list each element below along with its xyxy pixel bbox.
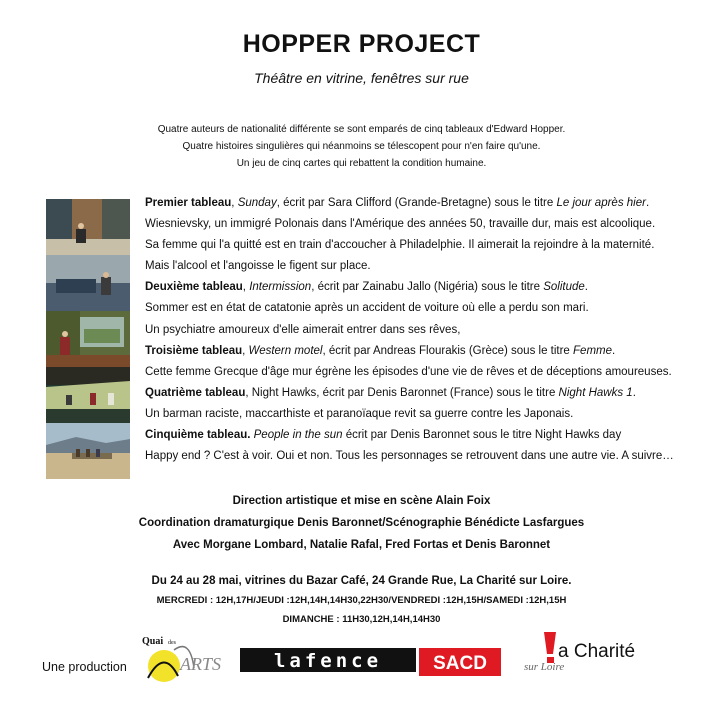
tableau-heading: Quatrième tableau, Night Hawks, écrit par Denis Baronnet (France) sous le titre Night Hawks 1. <box>145 386 636 399</box>
credit-line: Avec Morgane Lombard, Natalie Rafal, Fred Fortas et Denis Baronnet <box>172 539 551 551</box>
tableau-heading: Troisième tableau, Western motel, écrit par Andreas Flourakis (Grèce) sous le titre Femme. <box>145 344 616 357</box>
tableau-description: Happy end ? C'est à voir. Oui et non. Tous les personnages se retrouvent dans une autre vie. A suivre… <box>145 450 674 463</box>
logo-text-sacd: SACD <box>433 653 487 674</box>
intro-line: Quatre auteurs de nationalité différente se sont emparés de cinq tableaux d'Edward Hopper. <box>157 124 566 135</box>
tableau-author: , écrit par Denis Baronnet (France) sous le titre <box>316 386 559 399</box>
tableau-end: . <box>632 386 636 399</box>
tableau-description: Cette femme Grecque d'âge mur égrène les épisodes d'une vie de rêves et de déceptions amoureuses. <box>145 365 672 378</box>
play-title: Femme <box>573 344 613 357</box>
tableau-description: Mais l'alcool et l'angoisse le figent sur place. <box>145 260 371 273</box>
play-title: day <box>602 429 622 442</box>
tableau-description: Un barman raciste, maccarthiste et paranoïaque revit sa guerre contre les Japonais. <box>145 407 574 420</box>
dates-block <box>0 572 723 629</box>
play-title: Le jour après hier <box>556 197 646 209</box>
logo-text-lafence: lafence <box>273 650 383 672</box>
intro-line: Quatre histoires singulières qui néanmoins se télescopent pour n'en faire qu'une. <box>182 141 541 152</box>
tableau-heading: Deuxième tableau, Intermission, écrit par Zainabu Jallo (Nigéria) sous le titre Solitude. <box>145 281 588 294</box>
painting-name: People in the sun <box>253 429 343 442</box>
tableau-label: Quatrième tableau <box>145 386 246 399</box>
dates-schedule: DIMANCHE : 11H30,12H,14H,14H30 <box>282 614 441 625</box>
tableau-label: Premier tableau <box>145 197 232 209</box>
painting-name: Western motel <box>248 344 323 357</box>
lafence-logo <box>240 648 416 672</box>
tableau-author: , écrit par Zainabu Jallo (Nigéria) sous le titre <box>311 281 544 294</box>
painting-people-in-the-sun-image <box>46 423 130 479</box>
page-title: HOPPER PROJECT <box>242 30 481 58</box>
tableau-description: Sa femme qui l'a quitté est en train d'accoucher à Philadelphie. Il aimerait la rejoindre à la maternité. <box>145 239 655 252</box>
logo-text-charite: a Charité <box>558 641 636 662</box>
painting-name: Sunday <box>237 197 277 209</box>
tableau-author: écrit par Denis Baronnet sous le titre Night Hawks <box>342 429 603 442</box>
painting-sunday-image <box>46 199 130 255</box>
dates-schedule: MERCREDI : 12H,17H/JEUDI :12H,14H,14H30,22H30/VENDREDI :12H,15H/SAMEDI :12H,15H <box>156 595 567 606</box>
logo-text-sur-loire: sur Loire <box>524 661 565 673</box>
tableau-label: Troisième tableau <box>145 344 243 357</box>
page-subtitle: Théâtre en vitrine, fenêtres sur rue <box>254 70 469 86</box>
tableau-label: Deuxième tableau <box>145 281 243 294</box>
dates-main: Du 24 au 28 mai, vitrines du Bazar Café, 24 Grande Rue, La Charité sur Loire. <box>151 575 572 587</box>
tableaux-list <box>145 193 715 467</box>
painting-intermission-image <box>46 255 130 311</box>
tableau-heading <box>145 425 715 446</box>
tableau-description: Sommer est en état de catatonie après un accident de voiture où elle a perdu son mari. <box>145 302 589 315</box>
credit-line: Coordination dramaturgique Denis Baronnet/Scénographie Bénédicte Lasfargues <box>138 517 585 529</box>
tableau-description: Wiesnievsky, un immigré Polonais dans l'Amérique des années 50, travaille dur, mais est alcoolique. <box>145 218 656 231</box>
logo-text-des: des <box>168 640 176 646</box>
play-title: Night Hawks 1 <box>558 386 633 399</box>
la-charite-logo <box>522 626 682 678</box>
tableau-end: . <box>612 344 616 357</box>
tableau-author: , écrit par Sara Clifford (Grande-Bretagne) sous le titre <box>276 197 557 209</box>
tableau-label: Cinquième tableau. <box>145 429 251 442</box>
tableau-heading: Premier tableau, Sunday, écrit par Sara Clifford (Grande-Bretagne) sous le titre Le jour après hier. <box>145 197 650 209</box>
credits-block <box>0 490 723 556</box>
quai-des-arts-logo <box>134 628 224 688</box>
sacd-logo <box>419 648 501 676</box>
painting-western-motel-image <box>46 311 130 367</box>
painting-night-hawks-image <box>46 367 130 423</box>
credit-line: Direction artistique et mise en scène Alain Foix <box>232 495 491 507</box>
logo-text-quai: Quai <box>142 636 164 647</box>
intro-line: Un jeu de cinq cartes qui rebattent la condition humaine. <box>236 158 487 169</box>
painting-name: Night Hawks <box>251 386 317 399</box>
tableau-end: . <box>584 281 588 294</box>
intro-text <box>0 121 723 172</box>
play-title: Solitude <box>543 281 585 294</box>
production-label: Une production <box>42 660 127 674</box>
tableau-author: , écrit par Andreas Flourakis (Grèce) sous le titre <box>322 344 574 357</box>
painting-name: Intermission <box>249 281 312 294</box>
tableau-end: . <box>645 197 650 209</box>
logo-text-arts: ARTS <box>180 654 222 674</box>
painting-thumbnails <box>46 199 130 479</box>
tableau-description: Un psychiatre amoureux d'elle aimerait entrer dans ses rêves, <box>145 323 461 336</box>
